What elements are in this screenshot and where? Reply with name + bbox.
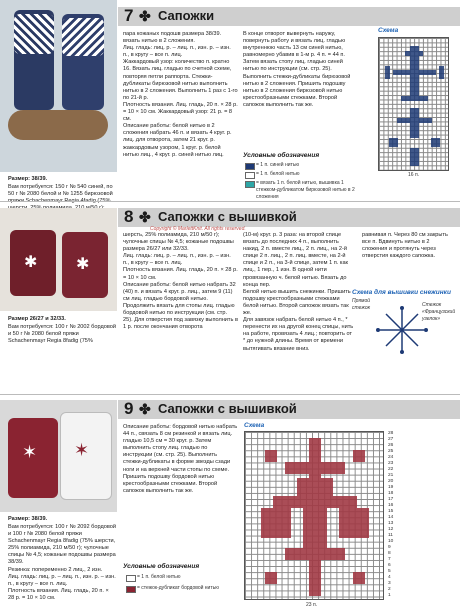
section-number: 8 xyxy=(124,207,134,226)
row-number: 21 xyxy=(388,473,394,479)
scheme-grid-7 xyxy=(378,37,449,171)
legend-item: = 1 п. белой нитью xyxy=(137,574,181,580)
section-number: 7 xyxy=(124,6,134,25)
materials-text: Вам потребуется: 150 г № 540 синей, по 50 г № 2080 белой и № 1255 бирюзовой xyxy=(8,184,113,198)
scheme-label: Прямой стежок xyxy=(352,298,372,312)
instructions-col-1: шерсть, 25% полиамида, 210 м/50 г); чулочные спицы № 4,5; кожаные подошвы размера 26/27 или 32/33. Лиц. гладь: лиц. р. – лиц. п., изн. р. – изн. п., в кругу – все п. лиц. Плотность вязания. Лиц. гладь, 20 п. × 28 р. = 10 × 10 см. Описание работы: белой нитью набрать 32 (40) п. и вязать 4 круг. р. лиц., затем 9 (11) см лиц. гладью бордовой нитью. Продолжить вязать для стопы лиц. гладью бордовой нитью по инструкции (см. стр. 25). Для отверстия под завязку выполнить в 1 р. после окончания отворота xyxy=(123,232,238,331)
cuff-pattern xyxy=(14,14,54,54)
snowflake-icon: ✱ xyxy=(76,256,90,273)
divider xyxy=(0,201,460,202)
instructions-col-2: (10-м) круг. р. 3 раза: на второй спице вязать до последних 4 п., выполнить накид, 2 п. вместе лиц., 2 п. лиц., на 2-й спице 2 п. лиц., 2 п. лиц. вместе, на 2-й спице и 2 п., на 3-й спице, затем 1 п. как лиц., 1 пер., 1 изн. В одной нити провязанную ч. белой нитью. Вязать до конца пер. Белой нитью вышить снежинки. Пришить подошву крестообразными стежками белой нитью. Второй сапожок вязать так же. Для завязок набрать белой нитью 4 п., * перенести их на другой конец спицы, нить на работе, провязать 4 лиц.; повторить от * до нужной длины. Время от времени вытягивать вязание вниз. xyxy=(243,232,354,352)
scheme-caption: 23 п. xyxy=(306,602,318,608)
row-number: 14 xyxy=(388,515,394,521)
row-number: 9 xyxy=(388,545,391,551)
legend-swatch-white xyxy=(245,172,255,179)
row-number: 7 xyxy=(388,557,391,563)
star-icon: ✤ xyxy=(139,401,151,417)
row-number: 26 xyxy=(388,443,394,449)
scheme-label: Стежок «Французский узелок» xyxy=(422,302,457,323)
row-number: 22 xyxy=(388,467,394,473)
legend-title: Условные обозначения xyxy=(243,152,320,159)
instructions-col-2: В конце отворот вывернуть наружу, повернуть работу и вязать лиц. гладью внутреннюю часть 13 см синей нитью, равномерно убавив в 1-м р. 4 п. = 44 п. Затем вязать стопу лиц. гладью синей нитью по инструкции (см. стр. 25). Выполнить стежки-дубликаты бирюзовой нитью в 2 сложения. Пришить подошву нитью в 2 сложения бирюзовой нитью крестообразными стежками. Второй сапожок выполнить так же. xyxy=(243,31,352,108)
row-number: 27 xyxy=(388,437,394,443)
legend-item: = 1 п. белой нитью xyxy=(256,171,300,177)
section-header-9 xyxy=(118,400,460,419)
star-icon: ✤ xyxy=(139,209,151,225)
row-number: 5 xyxy=(388,569,391,575)
legend-swatch-dup xyxy=(245,181,255,188)
row-number: 18 xyxy=(388,491,394,497)
row-number: 25 xyxy=(388,449,394,455)
section-title: Сапожки с вышивкой xyxy=(158,401,297,416)
scheme-title: Схема для вышивки снежинки xyxy=(352,289,451,296)
section-title: Сапожки с вышивкой xyxy=(158,209,297,224)
row-number: 19 xyxy=(388,485,394,491)
row-number: 10 xyxy=(388,539,394,545)
legend-swatch-dup xyxy=(126,586,136,593)
legend-swatch-blue xyxy=(245,163,255,170)
legend-item: = 1 п. синей нитью xyxy=(256,162,300,168)
scheme-title: Схема xyxy=(244,422,265,429)
scheme-title: Схема xyxy=(378,27,399,34)
section-header-7 xyxy=(118,7,460,26)
watermark: Copyright © MarlettKnit. All rights reserved. xyxy=(150,226,246,232)
row-number: 13 xyxy=(388,521,394,527)
row-number: 24 xyxy=(388,455,394,461)
instructions-col-1: Описание работы: бордовой нитью набрать 44 п., связать 8 см резинкой и вязать лиц. гладью 10,5 см = 30 круг. р. Затем выполнить стопу лиц. гладью по инструкции (см. стр. 25). Выполнить стежки-дубликаты в форме звезды сзади ноги и на верхней части стопы по схеме. Пришить подошву бордовой нитью крестообразными стежками. Второй сапожок выполнить так же. xyxy=(123,424,239,494)
snowflake-icon: ✱ xyxy=(24,254,38,271)
star-motif-pattern xyxy=(245,432,385,601)
instructions-col-1: пара кожаных подошв размера 38/39. вязать нитью в 2 сложения. Лиц. гладь: лиц. р. – лиц. п., изн. р. – изн. п., в кругу – все п. лиц. Жаккардовый узор: количество п. кратно 16. Вязать лиц. гладью по счетной схеме, повторяя петли раппорта. Стежки-дубликаты бирюзовой нитью выполнить нитью в 2 сложения. Выполнить 1 раз с 1-го по 21-й р. Плотность вязания. Лиц. гладь, 20 п. × 28 р. = 10 × 10 см. Жаккардовый узор: 21 р. = 8 см. Описание работы: белой нитью в 2 сложения набрать 46 п. и вязать 4 круг. р. лиц. для отворота, затем 21 круг. р. жаккардовым узором, 1 круг. р. белой нитью лиц., 4 круг. р. синей нитью лиц. xyxy=(123,31,238,158)
row-number: 3 xyxy=(388,581,391,587)
row-number-column xyxy=(388,431,402,599)
photo-section-8 xyxy=(0,208,117,311)
row-number: 23 xyxy=(388,461,394,467)
photo-section-7 xyxy=(0,0,117,172)
size-text: Размер: 38/39. xyxy=(8,516,48,522)
instructions-col-3: равнивая п. Через 80 см закрыть все п. Вдвинуть нитью в 2 сложения и протянуть через отверстия каждого сапожка. xyxy=(362,232,450,260)
materials-text: Вам потребуется: 100 г № 2092 бордовой и 100 г № 2080 белой пряжи Schachenmayr Regia 8fadig (75% шерсти, 25% полиамида, 210 м/50 г); чулочные спицы № 4,5; кожаные подошвы размера 38/39. Резинка: попеременно 2 лиц., 2 изн. Лиц. гладь: лиц. р. – лиц. п., изн. р. – изн. п., в кругу – все п. лиц. Плотность вязания. Лиц. гладь, 20 п. × 28 р. = 10 × 10 см. xyxy=(8,524,117,601)
legend-item: = вязать 1 п. белой нитью, вышивка 1 стежком-дубликатом бирюзовой нитью в 2 сложения xyxy=(256,180,357,201)
section-number: 9 xyxy=(124,399,134,418)
row-number: 17 xyxy=(388,497,394,503)
divider xyxy=(0,394,460,395)
sole-image xyxy=(8,110,108,140)
legend-swatch-white xyxy=(126,575,136,582)
row-number: 16 xyxy=(388,503,394,509)
row-number: 4 xyxy=(388,575,391,581)
row-number: 6 xyxy=(388,563,391,569)
row-number: 2 xyxy=(388,587,391,593)
row-number: 15 xyxy=(388,509,394,515)
materials-text: Вам потребуется: 100 г № 2002 бордовой и 50 г № 2080 белой пряжи Schachenmayr Regia 8fadig (75% xyxy=(8,324,118,345)
row-number: 8 xyxy=(388,551,391,557)
scheme-caption: 16 п. xyxy=(408,172,420,178)
row-number: 20 xyxy=(388,479,394,485)
row-number: 11 xyxy=(388,533,393,539)
section-header-8 xyxy=(118,208,460,227)
legend-item: = стежок-дубликат бордовой нитью xyxy=(137,585,219,591)
motif-pattern xyxy=(379,38,450,172)
row-number: 28 xyxy=(388,431,394,436)
row-number: 1 xyxy=(388,593,391,599)
size-text: Размер: 38/39. xyxy=(8,176,48,182)
scheme-grid-9 xyxy=(244,431,384,600)
star-motif-icon: ✶ xyxy=(22,442,38,462)
star-icon: ✤ xyxy=(139,8,151,24)
legend-title: Условные обозначения xyxy=(123,563,200,570)
photo-section-9 xyxy=(0,400,117,512)
size-text: Размер 26/27 и 32/33. xyxy=(8,316,66,322)
row-number: 12 xyxy=(388,527,394,533)
section-title: Сапожки xyxy=(158,8,215,23)
cuff-pattern xyxy=(62,18,104,56)
star-motif-icon: ✶ xyxy=(74,440,90,460)
